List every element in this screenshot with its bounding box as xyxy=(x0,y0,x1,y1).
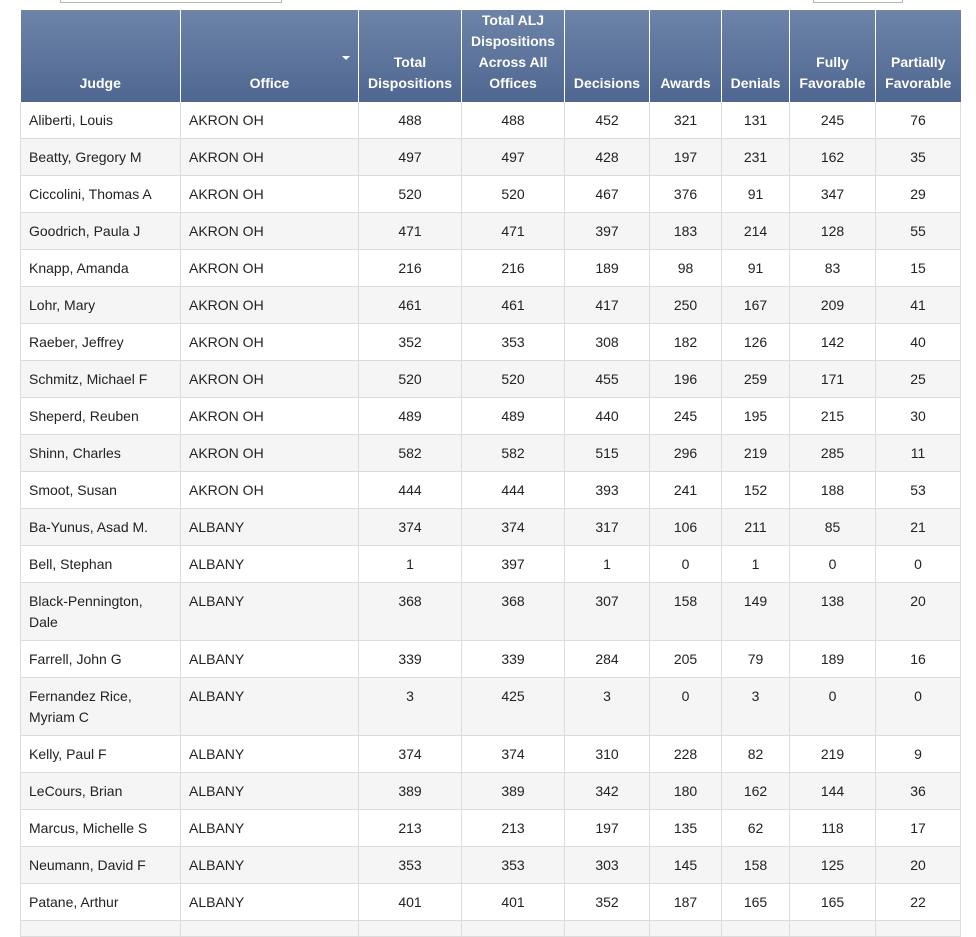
fully-favorable-cell: 188 xyxy=(790,472,876,509)
total-alj-dispositions-cell: 339 xyxy=(462,641,565,678)
fully-favorable-cell: 347 xyxy=(790,176,876,213)
total-dispositions-cell: 520 xyxy=(359,176,462,213)
total-dispositions-cell: 1 xyxy=(359,546,462,583)
denials-cell: 219 xyxy=(722,435,790,472)
total-dispositions-cell: 582 xyxy=(359,435,462,472)
denials-cell: 91 xyxy=(722,250,790,287)
total-alj-dispositions-cell: 520 xyxy=(462,176,565,213)
fully-favorable-cell: 245 xyxy=(790,102,876,139)
sort-desc-icon[interactable] xyxy=(342,56,350,60)
office-cell: AKRON OH xyxy=(181,287,359,324)
fully-favorable-cell: 0 xyxy=(790,678,876,736)
judge-cell: Kelly, Paul F xyxy=(21,736,181,773)
office-cell: ALBANY xyxy=(181,641,359,678)
table-row xyxy=(21,641,961,678)
judge-cell: Ba-Yunus, Asad M. xyxy=(21,509,181,546)
fully-favorable-cell: 83 xyxy=(790,250,876,287)
decisions-cell: 342 xyxy=(565,773,650,810)
office-cell: AKRON OH xyxy=(181,361,359,398)
decisions-cell: 515 xyxy=(565,435,650,472)
office-cell: AKRON OH xyxy=(181,102,359,139)
table-row xyxy=(21,398,961,435)
denials-cell: 211 xyxy=(722,509,790,546)
total-alj-dispositions-cell: 401 xyxy=(462,884,565,921)
fully-favorable-cell: 209 xyxy=(790,287,876,324)
total-dispositions-cell: 488 xyxy=(359,102,462,139)
decisions-cell: 197 xyxy=(565,810,650,847)
judge-cell: Beatty, Gregory M xyxy=(21,139,181,176)
total-dispositions-cell: 352 xyxy=(359,324,462,361)
total-dispositions-cell: 368 xyxy=(359,583,462,641)
column-header-awards[interactable]: Awards xyxy=(650,10,722,102)
table-row xyxy=(21,324,961,361)
denials-cell: 126 xyxy=(722,324,790,361)
total-dispositions-cell xyxy=(359,921,462,937)
awards-cell: 296 xyxy=(650,435,722,472)
judge-cell: LeCours, Brian xyxy=(21,773,181,810)
total-alj-dispositions-cell: 444 xyxy=(462,472,565,509)
decisions-cell: 352 xyxy=(565,884,650,921)
awards-cell: 250 xyxy=(650,287,722,324)
table-row xyxy=(21,176,961,213)
table-row xyxy=(21,361,961,398)
total-dispositions-cell: 444 xyxy=(359,472,462,509)
judge-cell: Lohr, Mary xyxy=(21,287,181,324)
total-dispositions-cell: 401 xyxy=(359,884,462,921)
table-row xyxy=(21,736,961,773)
table-row xyxy=(21,583,961,641)
denials-cell: 167 xyxy=(722,287,790,324)
denials-cell: 214 xyxy=(722,213,790,250)
office-cell: ALBANY xyxy=(181,884,359,921)
total-dispositions-cell: 489 xyxy=(359,398,462,435)
table-row xyxy=(21,546,961,583)
decisions-cell: 452 xyxy=(565,102,650,139)
office-cell: ALBANY xyxy=(181,583,359,641)
judge-cell: Raeber, Jeffrey xyxy=(21,324,181,361)
total-alj-dispositions-cell: 353 xyxy=(462,324,565,361)
total-dispositions-cell: 461 xyxy=(359,287,462,324)
total-dispositions-cell: 471 xyxy=(359,213,462,250)
judge-cell: Goodrich, Paula J xyxy=(21,213,181,250)
fully-favorable-cell xyxy=(790,921,876,937)
decisions-cell: 397 xyxy=(565,213,650,250)
total-dispositions-cell: 389 xyxy=(359,773,462,810)
decisions-cell: 303 xyxy=(565,847,650,884)
partially-favorable-cell: 35 xyxy=(876,139,961,176)
decisions-cell: 317 xyxy=(565,509,650,546)
denials-cell: 165 xyxy=(722,884,790,921)
filter-input[interactable] xyxy=(60,0,282,3)
fully-favorable-cell: 144 xyxy=(790,773,876,810)
awards-cell: 0 xyxy=(650,546,722,583)
fully-favorable-cell: 285 xyxy=(790,435,876,472)
awards-cell: 158 xyxy=(650,583,722,641)
judge-cell: Aliberti, Louis xyxy=(21,102,181,139)
fully-favorable-cell: 128 xyxy=(790,213,876,250)
denials-cell: 149 xyxy=(722,583,790,641)
table-row xyxy=(21,810,961,847)
judge-dispositions-table-container xyxy=(20,10,960,937)
judge-cell: Schmitz, Michael F xyxy=(21,361,181,398)
awards-cell: 376 xyxy=(650,176,722,213)
denials-cell: 82 xyxy=(722,736,790,773)
awards-cell: 321 xyxy=(650,102,722,139)
total-alj-dispositions-cell: 353 xyxy=(462,847,565,884)
total-dispositions-cell: 497 xyxy=(359,139,462,176)
table-row xyxy=(21,287,961,324)
partially-favorable-cell: 20 xyxy=(876,583,961,641)
partially-favorable-cell: 25 xyxy=(876,361,961,398)
judge-cell: Fernandez Rice, Myriam C xyxy=(21,678,181,736)
partially-favorable-cell: 17 xyxy=(876,810,961,847)
table-row xyxy=(21,213,961,250)
total-alj-dispositions-cell: 497 xyxy=(462,139,565,176)
decisions-cell: 284 xyxy=(565,641,650,678)
decisions-cell: 440 xyxy=(565,398,650,435)
awards-cell: 228 xyxy=(650,736,722,773)
column-header-partially-favorable[interactable]: Partially Favorable xyxy=(876,10,961,102)
table-row xyxy=(21,773,961,810)
partially-favorable-cell: 40 xyxy=(876,324,961,361)
decisions-cell xyxy=(565,921,650,937)
denials-cell: 3 xyxy=(722,678,790,736)
fully-favorable-cell: 125 xyxy=(790,847,876,884)
table-row xyxy=(21,921,961,937)
office-cell: ALBANY xyxy=(181,678,359,736)
denials-cell: 152 xyxy=(722,472,790,509)
column-header-judge[interactable]: Judge xyxy=(21,10,181,102)
total-alj-dispositions-cell: 374 xyxy=(462,509,565,546)
office-cell: AKRON OH xyxy=(181,139,359,176)
partially-favorable-cell: 36 xyxy=(876,773,961,810)
table-row xyxy=(21,250,961,287)
table-body xyxy=(21,102,961,937)
awards-cell: 205 xyxy=(650,641,722,678)
decisions-cell: 189 xyxy=(565,250,650,287)
decisions-cell: 393 xyxy=(565,472,650,509)
denials-cell: 131 xyxy=(722,102,790,139)
fully-favorable-cell: 189 xyxy=(790,641,876,678)
office-cell: AKRON OH xyxy=(181,176,359,213)
judge-cell: Smoot, Susan xyxy=(21,472,181,509)
office-cell: AKRON OH xyxy=(181,250,359,287)
total-dispositions-cell: 374 xyxy=(359,509,462,546)
denials-cell: 91 xyxy=(722,176,790,213)
column-header-denials[interactable]: Denials xyxy=(722,10,790,102)
table-row xyxy=(21,678,961,736)
awards-cell: 0 xyxy=(650,678,722,736)
judge-cell: Farrell, John G xyxy=(21,641,181,678)
fully-favorable-cell: 171 xyxy=(790,361,876,398)
judge-cell: Marcus, Michelle S xyxy=(21,810,181,847)
partially-favorable-cell: 53 xyxy=(876,472,961,509)
table-row xyxy=(21,102,961,139)
denials-cell: 259 xyxy=(722,361,790,398)
total-dispositions-cell: 520 xyxy=(359,361,462,398)
awards-cell: 106 xyxy=(650,509,722,546)
total-alj-dispositions-cell: 374 xyxy=(462,736,565,773)
total-dispositions-cell: 213 xyxy=(359,810,462,847)
awards-cell: 245 xyxy=(650,398,722,435)
fully-favorable-cell: 118 xyxy=(790,810,876,847)
judge-cell xyxy=(21,921,181,937)
office-cell: AKRON OH xyxy=(181,435,359,472)
total-alj-dispositions-cell: 520 xyxy=(462,361,565,398)
total-alj-dispositions-cell: 389 xyxy=(462,773,565,810)
denials-cell: 158 xyxy=(722,847,790,884)
partially-favorable-cell: 9 xyxy=(876,736,961,773)
office-cell xyxy=(181,921,359,937)
denials-cell: 231 xyxy=(722,139,790,176)
fully-favorable-cell: 219 xyxy=(790,736,876,773)
partially-favorable-cell: 22 xyxy=(876,884,961,921)
office-cell: ALBANY xyxy=(181,810,359,847)
denials-cell: 1 xyxy=(722,546,790,583)
decisions-cell: 455 xyxy=(565,361,650,398)
total-alj-dispositions-cell: 425 xyxy=(462,678,565,736)
awards-cell: 197 xyxy=(650,139,722,176)
decisions-cell: 467 xyxy=(565,176,650,213)
decisions-cell: 417 xyxy=(565,287,650,324)
column-header-fully-favorable[interactable]: Fully Favorable xyxy=(790,10,876,102)
awards-cell: 98 xyxy=(650,250,722,287)
judge-dispositions-table xyxy=(20,10,961,937)
column-header-decisions[interactable]: Decisions xyxy=(565,10,650,102)
judge-cell: Patane, Arthur xyxy=(21,884,181,921)
fully-favorable-cell: 138 xyxy=(790,583,876,641)
total-alj-dispositions-cell: 582 xyxy=(462,435,565,472)
awards-cell: 183 xyxy=(650,213,722,250)
office-cell: AKRON OH xyxy=(181,213,359,250)
total-dispositions-cell: 216 xyxy=(359,250,462,287)
decisions-cell: 1 xyxy=(565,546,650,583)
partially-favorable-cell: 11 xyxy=(876,435,961,472)
decisions-cell: 308 xyxy=(565,324,650,361)
table-row xyxy=(21,509,961,546)
table-row xyxy=(21,472,961,509)
office-cell: AKRON OH xyxy=(181,472,359,509)
partially-favorable-cell: 20 xyxy=(876,847,961,884)
judge-cell: Bell, Stephan xyxy=(21,546,181,583)
awards-cell: 196 xyxy=(650,361,722,398)
denials-cell: 62 xyxy=(722,810,790,847)
awards-cell: 182 xyxy=(650,324,722,361)
total-alj-dispositions-cell: 368 xyxy=(462,583,565,641)
judge-cell: Ciccolini, Thomas A xyxy=(21,176,181,213)
fully-favorable-cell: 85 xyxy=(790,509,876,546)
denials-cell: 162 xyxy=(722,773,790,810)
total-alj-dispositions-cell: 489 xyxy=(462,398,565,435)
partially-favorable-cell: 76 xyxy=(876,102,961,139)
total-dispositions-cell: 3 xyxy=(359,678,462,736)
total-dispositions-cell: 353 xyxy=(359,847,462,884)
total-alj-dispositions-cell xyxy=(462,921,565,937)
fully-favorable-cell: 142 xyxy=(790,324,876,361)
awards-cell: 145 xyxy=(650,847,722,884)
decisions-cell: 310 xyxy=(565,736,650,773)
judge-cell: Sheperd, Reuben xyxy=(21,398,181,435)
partially-favorable-cell: 30 xyxy=(876,398,961,435)
judge-cell: Black-Pennington, Dale xyxy=(21,583,181,641)
partially-favorable-cell: 0 xyxy=(876,678,961,736)
partially-favorable-cell: 41 xyxy=(876,287,961,324)
fully-favorable-cell: 215 xyxy=(790,398,876,435)
denials-cell xyxy=(722,921,790,937)
table-row xyxy=(21,847,961,884)
office-cell: ALBANY xyxy=(181,736,359,773)
column-header-office[interactable]: Office xyxy=(181,10,359,102)
office-cell: ALBANY xyxy=(181,509,359,546)
total-alj-dispositions-cell: 461 xyxy=(462,287,565,324)
page-size-select[interactable] xyxy=(813,0,903,3)
denials-cell: 195 xyxy=(722,398,790,435)
fully-favorable-cell: 0 xyxy=(790,546,876,583)
total-alj-dispositions-cell: 216 xyxy=(462,250,565,287)
total-dispositions-cell: 374 xyxy=(359,736,462,773)
awards-cell: 135 xyxy=(650,810,722,847)
column-header-total-alj-dispositions[interactable]: Total ALJ Dispositions Across All Offices xyxy=(462,10,565,102)
decisions-cell: 428 xyxy=(565,139,650,176)
header-row xyxy=(21,10,961,102)
partially-favorable-cell: 55 xyxy=(876,213,961,250)
awards-cell: 241 xyxy=(650,472,722,509)
awards-cell xyxy=(650,921,722,937)
denials-cell: 79 xyxy=(722,641,790,678)
decisions-cell: 3 xyxy=(565,678,650,736)
office-cell: AKRON OH xyxy=(181,398,359,435)
office-cell: ALBANY xyxy=(181,773,359,810)
total-alj-dispositions-cell: 488 xyxy=(462,102,565,139)
office-cell: AKRON OH xyxy=(181,324,359,361)
partially-favorable-cell: 21 xyxy=(876,509,961,546)
judge-cell: Neumann, David F xyxy=(21,847,181,884)
total-dispositions-cell: 339 xyxy=(359,641,462,678)
column-header-total-dispositions[interactable]: Total Dispositions xyxy=(359,10,462,102)
total-alj-dispositions-cell: 213 xyxy=(462,810,565,847)
office-cell: ALBANY xyxy=(181,847,359,884)
fully-favorable-cell: 165 xyxy=(790,884,876,921)
judge-cell: Shinn, Charles xyxy=(21,435,181,472)
decisions-cell: 307 xyxy=(565,583,650,641)
partially-favorable-cell: 15 xyxy=(876,250,961,287)
partially-favorable-cell xyxy=(876,921,961,937)
table-row xyxy=(21,139,961,176)
total-alj-dispositions-cell: 471 xyxy=(462,213,565,250)
office-cell: ALBANY xyxy=(181,546,359,583)
total-alj-dispositions-cell: 397 xyxy=(462,546,565,583)
awards-cell: 180 xyxy=(650,773,722,810)
partially-favorable-cell: 29 xyxy=(876,176,961,213)
fully-favorable-cell: 162 xyxy=(790,139,876,176)
partially-favorable-cell: 0 xyxy=(876,546,961,583)
top-toolbar xyxy=(0,0,976,10)
judge-cell: Knapp, Amanda xyxy=(21,250,181,287)
awards-cell: 187 xyxy=(650,884,722,921)
table-row xyxy=(21,435,961,472)
partially-favorable-cell: 16 xyxy=(876,641,961,678)
